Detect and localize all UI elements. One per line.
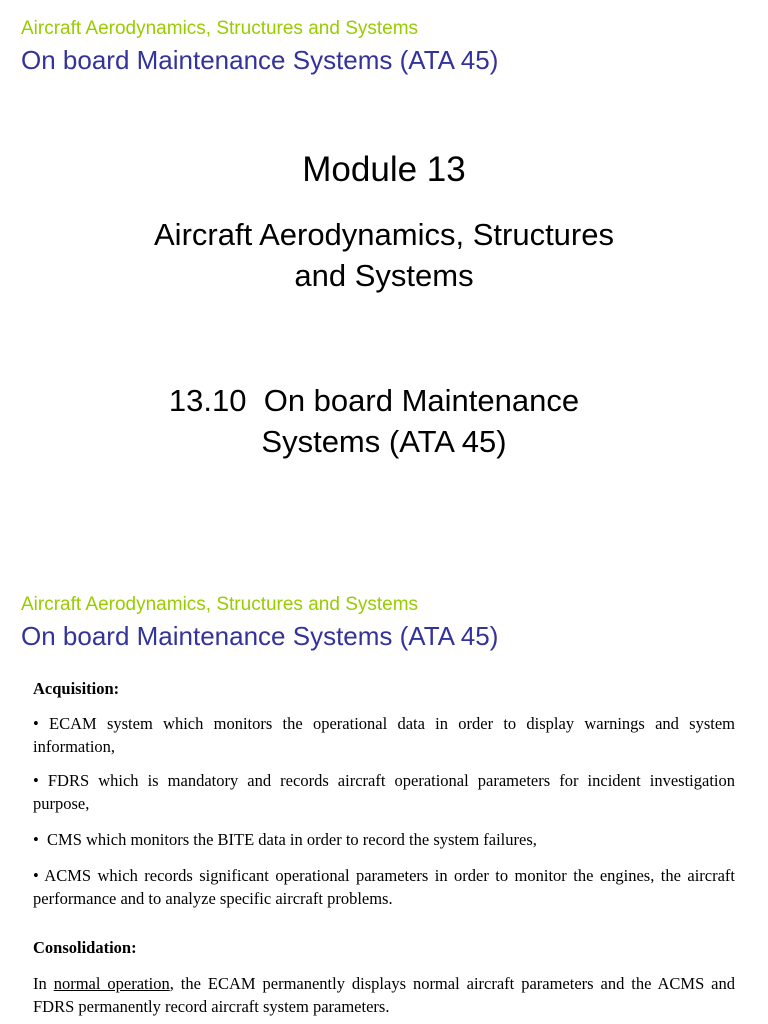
- slide-supertitle: Aircraft Aerodynamics, Structures and Systems: [21, 18, 419, 39]
- bullet-acms: [33, 864, 735, 910]
- list-item: • ECAM system which monitors the operational data in order to display warnings and system information,: [33, 714, 735, 756]
- list-item: • CMS which monitors the BITE data in order to record the system failures,: [33, 830, 537, 849]
- consolidation-text: [33, 972, 735, 1018]
- slide-content-page: [0, 576, 768, 1024]
- consolidation-heading-text: Consolidation:: [33, 938, 137, 957]
- slide-title: On board Maintenance Systems (ATA 45): [21, 621, 499, 651]
- normal-operation-term: normal operation: [53, 974, 170, 993]
- consolidation-rest: , the ECAM permanently displays normal aircraft parameters and the ACMS and FDRS permanently record aircraft system parameters.: [33, 974, 736, 1016]
- module-number: Module 13: [302, 150, 466, 189]
- module-subject-line-1: Aircraft Aerodynamics, Structures: [154, 217, 614, 252]
- bullet-ecam: [33, 712, 735, 758]
- module-subject: [0, 214, 768, 296]
- list-item: • ACMS which records significant operational parameters in order to monitor the engines, the aircraft performance and to analyze specific aircraft problems.: [33, 866, 735, 908]
- topic-line-1: 13.10 On board Maintenance: [168, 383, 580, 418]
- consolidation-paragraph: [33, 972, 735, 1018]
- slide-title: On board Maintenance Systems (ATA 45): [21, 45, 499, 75]
- bullet-cms: [33, 828, 735, 851]
- acquisition-heading-text: Acquisition:: [33, 679, 120, 698]
- module-subject-line-2: and Systems: [294, 258, 474, 293]
- acquisition-heading: [33, 677, 735, 700]
- slide-supertitle: Aircraft Aerodynamics, Structures and Systems: [21, 594, 419, 615]
- consolidation-prefix: In: [33, 974, 54, 993]
- topic-heading: [0, 380, 768, 462]
- consolidation-heading: [33, 936, 735, 959]
- topic-line-2: Systems (ATA 45): [261, 424, 507, 459]
- list-item: • FDRS which is mandatory and records aircraft operational parameters for incident investigation purpose,: [33, 771, 735, 813]
- bullet-fdrs: [33, 769, 735, 815]
